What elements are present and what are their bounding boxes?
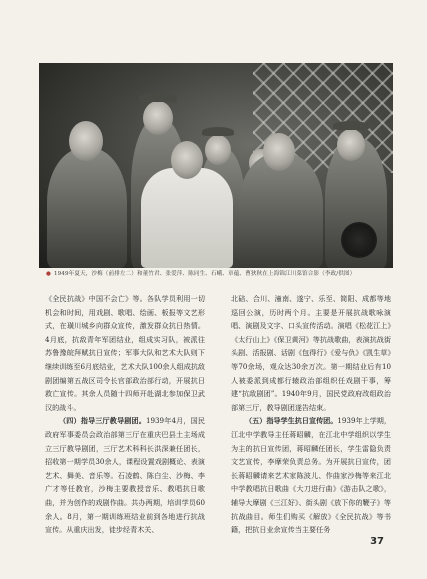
photo-caption (46, 270, 390, 278)
section-heading-4: （四）指导三厅教导剧团。 (59, 416, 147, 426)
right-paragraph-1: 北碚、合川、潼南、遂宁、乐至、简阳、成都等地巡回公演，历时两个月。主要是开展抗战歌咏演唱、演剧及文字、口头宣传活动。演唱《松花江上》《太行山上》《保卫黄河》等抗战歌曲，表演抗战街头剧、活报剧、话剧《包得行》《爱与仇》《凯生草》等70余场，观众达30余万次。第一期结业后有10人被委派到成都行辕政治部组织任戏剧干事，筹建“抗敌剧团”。1940年9月，国民党政府改组政治部第三厅，教导剧团遂告结束。 (231, 294, 391, 412)
left-paragraph-2 (45, 414, 205, 536)
right-column (231, 292, 391, 537)
right-paragraph-2-body: 1939年上学期，江北中学教导主任蒋昭麟，在江北中学组织以学生为主的抗日宣传团，蒋昭麟任团长，学生雷隐负责文艺宣传，李摩荣负责总务。为开展抗日宣传，团长蒋昭麟请来艺术家陈波儿、作曲家沙梅等来江北中学教唱抗日歌曲《大刀进行曲》《游击队之歌》，辅导大摩剧《三江好》、街头剧《放下你的鞭子》等抗战曲目。师生们购买《解放》《全民抗战》等书籍，把抗日业余宣传当主要任务 (231, 416, 391, 535)
caption-text: 1949年夏天，沙梅（前排左二）和董竹君、张爱萍、陈同生、石峨、章蕴、曹狄秋在上海锦江川菜馆合影（李政/供图） (53, 271, 356, 277)
section-heading-5: （五）指导学生抗日宣传团。 (245, 416, 338, 426)
left-paragraph-1: 《全民抗战》中国不会亡》等。各队学员利用一切机会和时间，用戏剧、歌唱、绘画、板报等文艺形式，在璜川城乡向群众宣传，激发群众抗日热情。4月底，抗敌青年军团结业，组成实习队，被派往苏鲁豫皖拜赋抗日宣传；军事大队和艺术大队则下继续训练至6月底结业，艺术大队100余人组成抗敌剧团编第五战区司令长官部政治部行动，开展抗日救亡宣传。其余人员随十四师开赴湖北参加保卫武汉的战斗。 (45, 294, 205, 412)
right-paragraph-2 (231, 414, 391, 536)
photo-stamp-mark (341, 222, 377, 258)
historical-group-photo (39, 63, 393, 268)
left-paragraph-2-body: 1939年4月，国民政府军事委员会政治部第三厅在重庆巴县土主场成立三厅教导剧团，三厅艺术科科长洪深兼任团长，招收第一期学员30余人，课程设置戏剧概论、表演艺术、舞美、音乐等。石凌鹤、陈白尘、沙梅、李广才等任教官，沙梅主要教授音乐、教唱抗日歌曲，并为创作的戏剧作曲。共办两期，培训学员60余人。8月，第一期训练班结业前到各地进行抗战宣传。从重庆出发，徒步经青木关、 (45, 416, 205, 535)
page-number: 37 (370, 536, 384, 547)
caption-bullet-icon: ● (46, 271, 51, 277)
left-column (45, 292, 205, 537)
